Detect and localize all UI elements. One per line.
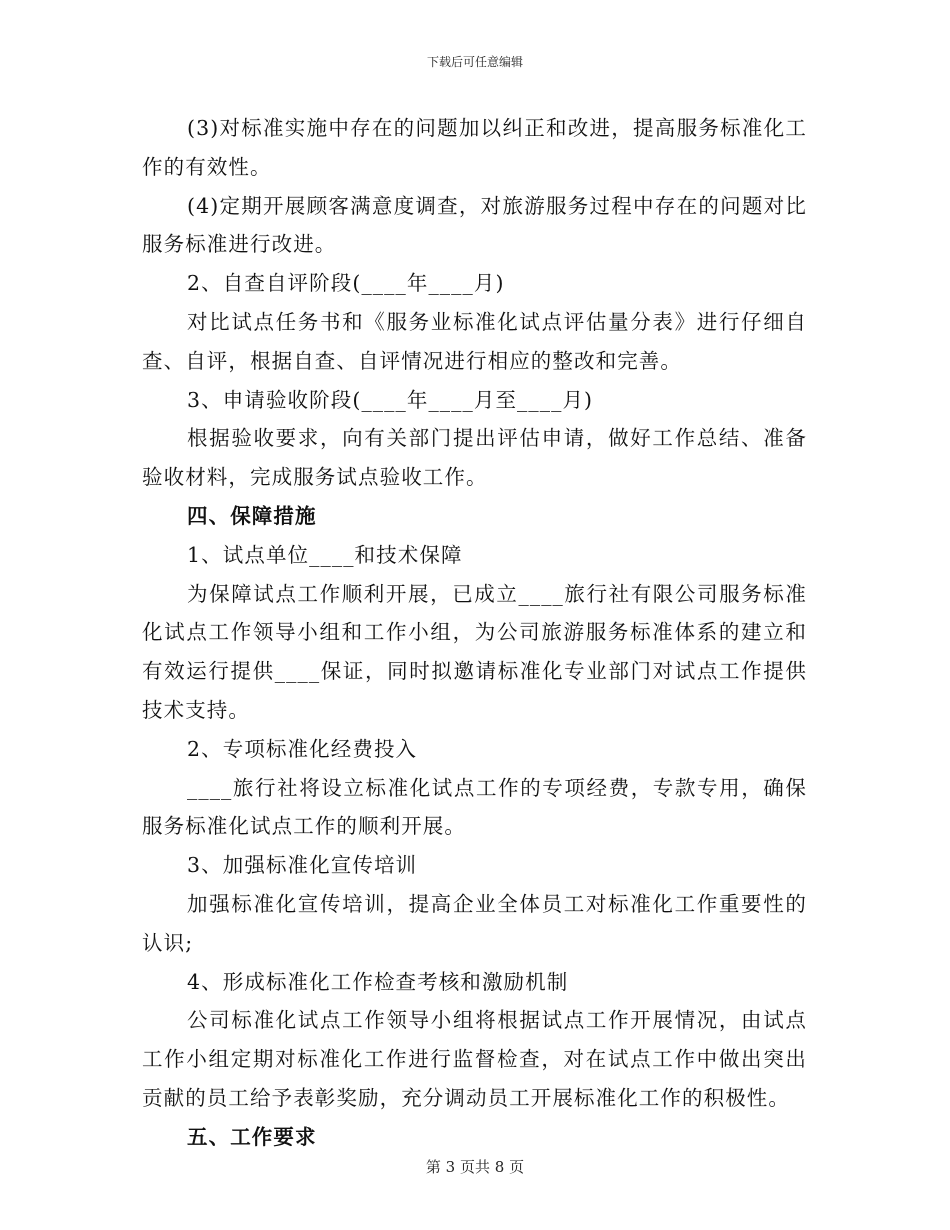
- paragraph-funding: ____旅行社将设立标准化试点工作的专项经费，专款专用，确保服务标准化试点工作的顺利开展。: [142, 775, 807, 839]
- section-heading-work-requirements: 五、工作要求: [187, 1124, 317, 1149]
- paragraph-4-survey: (4)定期开展顾客满意度调查，对旅游服务过程中存在的问题对比服务标准进行改进。: [142, 193, 807, 257]
- paragraph-self-evaluation: 对比试点任务书和《服务业标准化试点评估量分表》进行仔细自查、自评，根据自查、自评情况进行相应的整改和完善。: [142, 309, 807, 373]
- paragraph-acceptance: 根据验收要求，向有关部门提出评估申请，做好工作总结、准备验收材料，完成服务试点验收工作。: [142, 426, 807, 490]
- heading-self-evaluation-stage: 2、自查自评阶段(____年____月): [187, 271, 505, 296]
- page-header: 下载后可任意编辑: [426, 55, 523, 69]
- paragraph-organization-support: 为保障试点工作顺利开展，已成立____旅行社有限公司服务标准化试点工作领导小组和工作小组，为公司旅游服务标准体系的建立和有效运行提供____保证，同时拟邀请标准化专业部门对试点工作提供技术支持。: [142, 581, 807, 722]
- heading-incentive-mechanism: 4、形成标准化工作检查考核和激励机制: [187, 969, 569, 994]
- paragraph-3-correction: (3)对标准实施中存在的问题加以纠正和改进，提高服务标准化工作的有效性。: [142, 116, 807, 179]
- heading-training: 3、加强标准化宣传培训: [187, 853, 418, 878]
- heading-acceptance-stage: 3、申请验收阶段(____年____月至____月): [187, 387, 594, 412]
- heading-funding: 2、专项标准化经费投入: [187, 736, 418, 761]
- paragraph-incentive-mechanism: 公司标准化试点工作领导小组将根据试点工作开展情况，由试点工作小组定期对标准化工作进行监督检查，对在试点工作中做出突出贡献的员工给予表彰奖励，充分调动员工开展标准化工作的积极性。: [142, 1008, 807, 1110]
- paragraph-training: 加强标准化宣传培训，提高企业全体员工对标准化工作重要性的认识;: [142, 891, 807, 955]
- page-number: 第 3 页共 8 页: [425, 1158, 525, 1176]
- section-heading-safeguards: 四、保障措施: [187, 503, 317, 528]
- heading-organization-support: 1、试点单位____和技术保障: [187, 542, 463, 567]
- document-body: [142, 109, 807, 1157]
